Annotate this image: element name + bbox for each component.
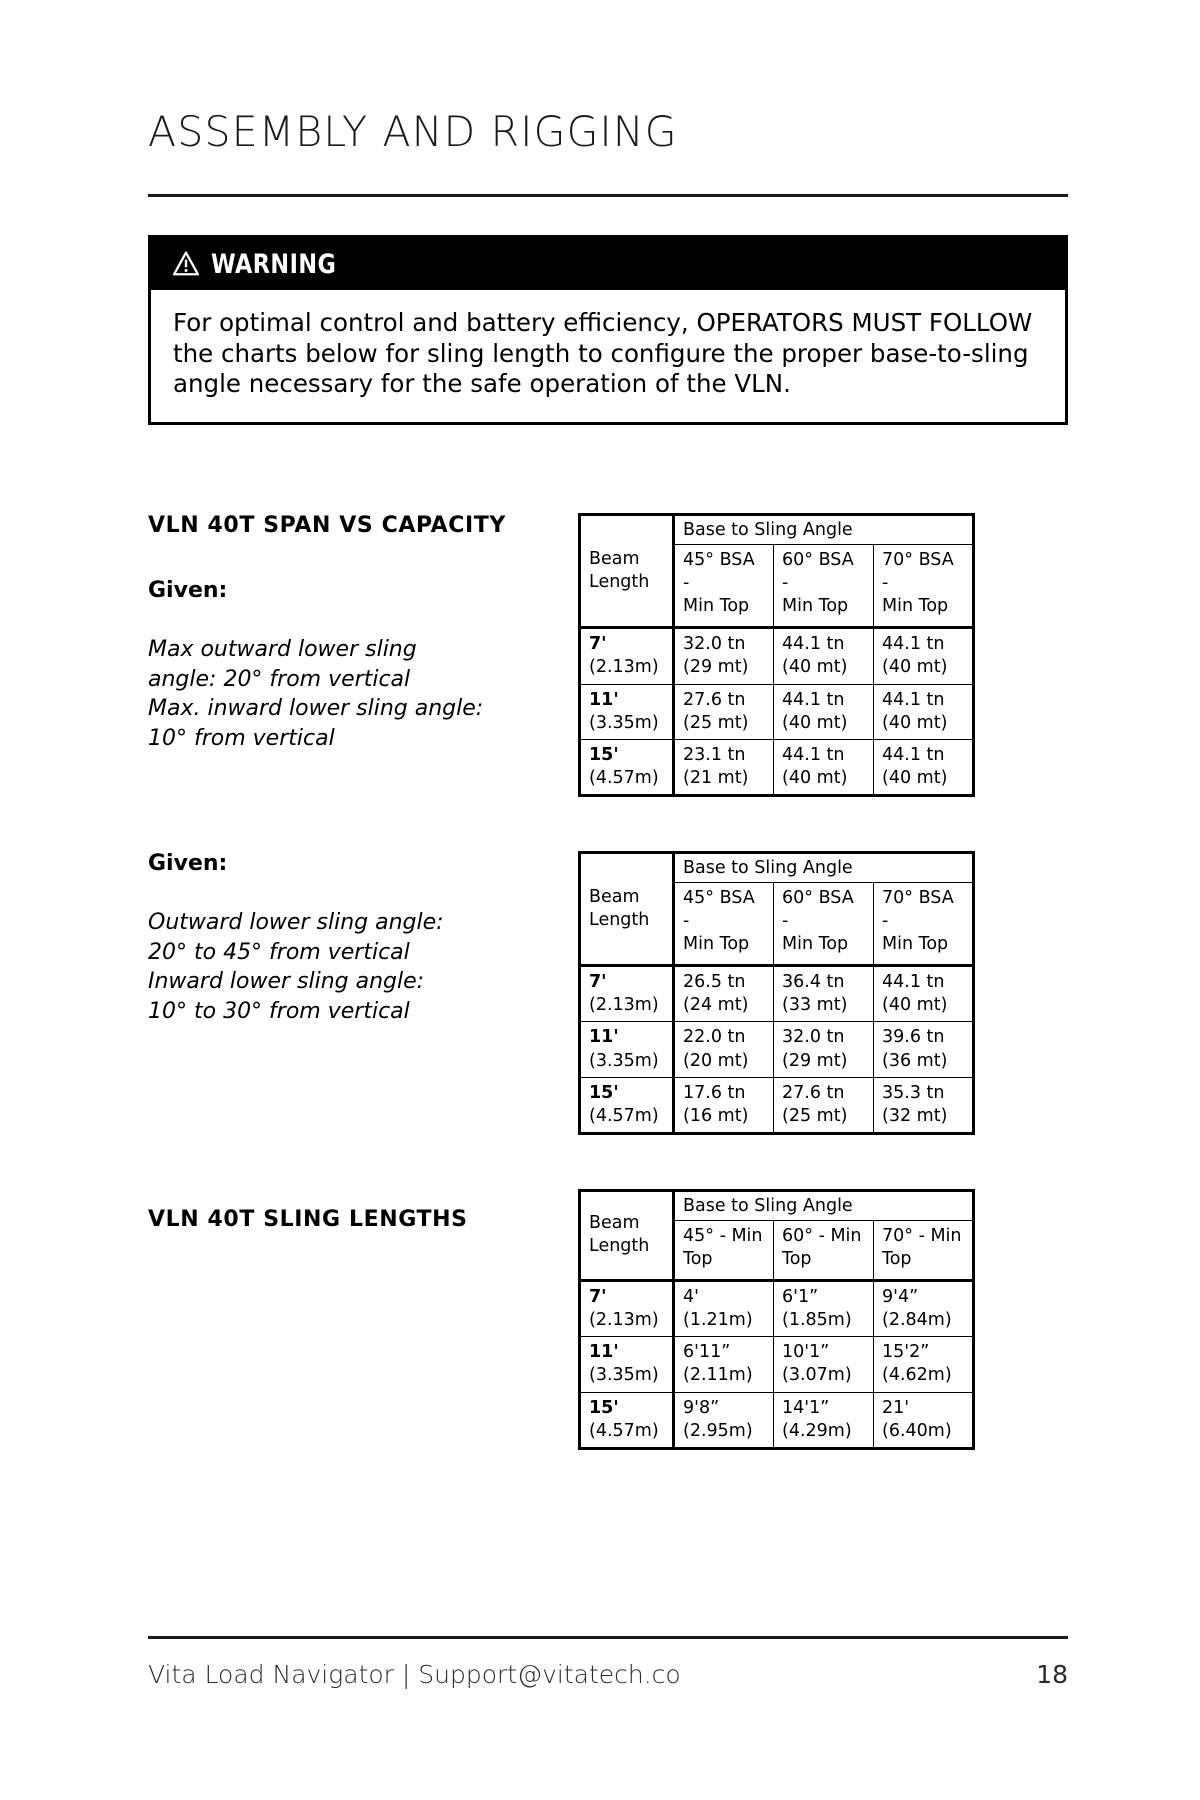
capacity-cell: 44.1 tn (40 mt) [874, 739, 974, 795]
section-heading: VLN 40T SPAN VS CAPACITY [148, 512, 506, 538]
capacity-cell: 27.6 tn (25 mt) [674, 684, 774, 739]
capacity-cell: 22.0 tn (20 mt) [674, 1022, 774, 1077]
page-title: ASSEMBLY AND RIGGING [148, 107, 678, 157]
capacity-cell: 44.1 tn (40 mt) [874, 966, 974, 1022]
capacity-table-1 [578, 513, 975, 797]
given-line: Inward lower sling angle: [148, 969, 425, 995]
sling-length-cell: 21' (6.40m) [874, 1392, 974, 1448]
angle-header-60: 60° BSA - Min Top [774, 883, 874, 966]
table-row [580, 739, 974, 795]
table-header-row-group [580, 852, 974, 882]
beam-length-cell: 11' (3.35m) [580, 1022, 674, 1077]
beam-header-line1: Beam [589, 549, 640, 570]
sling-length-cell: 6'1” (1.85m) [774, 1281, 874, 1337]
sling-length-cell: 15'2” (4.62m) [874, 1337, 974, 1392]
section-table-column [578, 513, 1018, 797]
angle-header-70: 70° - Min Top [874, 1220, 974, 1280]
title-divider [148, 194, 1068, 197]
sling-length-cell: 10'1” (3.07m) [774, 1337, 874, 1392]
section-text-column [148, 1189, 578, 1232]
page-number: 18 [1036, 1660, 1068, 1689]
section-text-column [148, 513, 578, 754]
footer-divider [148, 1636, 1068, 1639]
given-label: Given: [148, 850, 228, 876]
angle-header-45: 45° BSA - Min Top [674, 545, 774, 628]
table-row [580, 1281, 974, 1337]
table-row [580, 966, 974, 1022]
sections-container [148, 513, 1068, 1450]
table-header-row-group [580, 514, 974, 544]
given-line: Outward lower sling angle: [148, 909, 444, 935]
sling-length-cell: 6'11” (2.11m) [674, 1337, 774, 1392]
table-row [580, 628, 974, 684]
capacity-cell: 35.3 tn (32 mt) [874, 1077, 974, 1133]
capacity-cell: 39.6 tn (36 mt) [874, 1022, 974, 1077]
section-sling-lengths [148, 1189, 1068, 1450]
given-line: angle: 20° from vertical [148, 666, 411, 692]
angle-header-60: 60° BSA - Min Top [774, 545, 874, 628]
warning-header-bar [151, 238, 1065, 290]
warning-body [151, 290, 1065, 422]
given-line: 10° from vertical [148, 726, 335, 752]
sling-length-cell: 14'1” (4.29m) [774, 1392, 874, 1448]
capacity-cell: 44.1 tn (40 mt) [874, 628, 974, 684]
page-content [148, 0, 1068, 1450]
capacity-cell: 17.6 tn (16 mt) [674, 1077, 774, 1133]
capacity-cell: 44.1 tn (40 mt) [774, 684, 874, 739]
table-row [580, 1077, 974, 1133]
beam-length-cell: 7' (2.13m) [580, 628, 674, 684]
capacity-cell: 26.5 tn (24 mt) [674, 966, 774, 1022]
table-row [580, 1022, 974, 1077]
beam-length-cell: 15' (4.57m) [580, 1392, 674, 1448]
beam-length-cell: 7' (2.13m) [580, 966, 674, 1022]
footer-contact: Vita Load Navigator | Support@vitatech.co [148, 1660, 681, 1689]
beam-length-cell: 15' (4.57m) [580, 739, 674, 795]
beam-length-header [580, 514, 674, 627]
capacity-cell: 44.1 tn (40 mt) [774, 628, 874, 684]
capacity-cell: 44.1 tn (40 mt) [874, 684, 974, 739]
base-to-sling-angle-header: Base to Sling Angle [674, 852, 974, 882]
beam-length-header: Beam Length [580, 1190, 674, 1280]
beam-length-cell: 11' (3.35m) [580, 1337, 674, 1392]
capacity-cell: 36.4 tn (33 mt) [774, 966, 874, 1022]
beam-length-header: Beam Length [580, 852, 674, 965]
capacity-cell: 32.0 tn (29 mt) [774, 1022, 874, 1077]
sling-length-cell: 9'4” (2.84m) [874, 1281, 974, 1337]
capacity-cell: 27.6 tn (25 mt) [774, 1077, 874, 1133]
angle-header-45: 45° BSA - Min Top [674, 883, 774, 966]
sling-length-cell: 9'8” (2.95m) [674, 1392, 774, 1448]
angle-header-60: 60° - Min Top [774, 1220, 874, 1280]
section-table-column [578, 851, 1018, 1135]
warning-triangle-icon [173, 251, 199, 277]
table-row [580, 1392, 974, 1448]
base-to-sling-angle-header: Base to Sling Angle [674, 1190, 974, 1220]
given-label: Given: [148, 577, 228, 603]
section-heading: VLN 40T SLING LENGTHS [148, 1206, 468, 1232]
given-text [148, 908, 578, 1027]
angle-header-45: 45° - Min Top [674, 1220, 774, 1280]
warning-label: WARNING [211, 248, 337, 280]
section-text-column [148, 851, 578, 1027]
capacity-cell: 32.0 tn (29 mt) [674, 628, 774, 684]
table-row [580, 684, 974, 739]
angle-header-70: 70° BSA - Min Top [874, 883, 974, 966]
given-line: Max outward lower sling [148, 636, 417, 662]
beam-header-line2: Length [589, 572, 650, 593]
warning-callout [148, 235, 1068, 425]
beam-length-cell: 15' (4.57m) [580, 1077, 674, 1133]
table-row [580, 1337, 974, 1392]
capacity-cell: 23.1 tn (21 mt) [674, 739, 774, 795]
beam-length-cell: 7' (2.13m) [580, 1281, 674, 1337]
section-table-column [578, 1189, 1018, 1450]
sling-length-cell: 4' (1.21m) [674, 1281, 774, 1337]
given-line: 10° to 30° from vertical [148, 998, 410, 1024]
capacity-table-2 [578, 851, 975, 1135]
angle-header-70: 70° BSA - Min Top [874, 545, 974, 628]
section-angle-range [148, 851, 1068, 1135]
base-to-sling-angle-header: Base to Sling Angle [674, 514, 974, 544]
given-text [148, 635, 578, 754]
page-footer [148, 1660, 1068, 1689]
capacity-cell: 44.1 tn (40 mt) [774, 739, 874, 795]
beam-length-cell: 11' (3.35m) [580, 684, 674, 739]
given-line: Max. inward lower sling angle: [148, 696, 484, 722]
given-line: 20° to 45° from vertical [148, 939, 410, 965]
warning-body-text: For optimal control and battery efficiency, OPERATORS MUST FOLLOW the charts below for sling length to configure the proper base-to-sling angle necessary for the safe operation of the VLN. [173, 308, 1033, 399]
table-header-row-group [580, 1190, 974, 1220]
section-span-vs-capacity [148, 513, 1068, 797]
sling-lengths-table [578, 1189, 975, 1450]
